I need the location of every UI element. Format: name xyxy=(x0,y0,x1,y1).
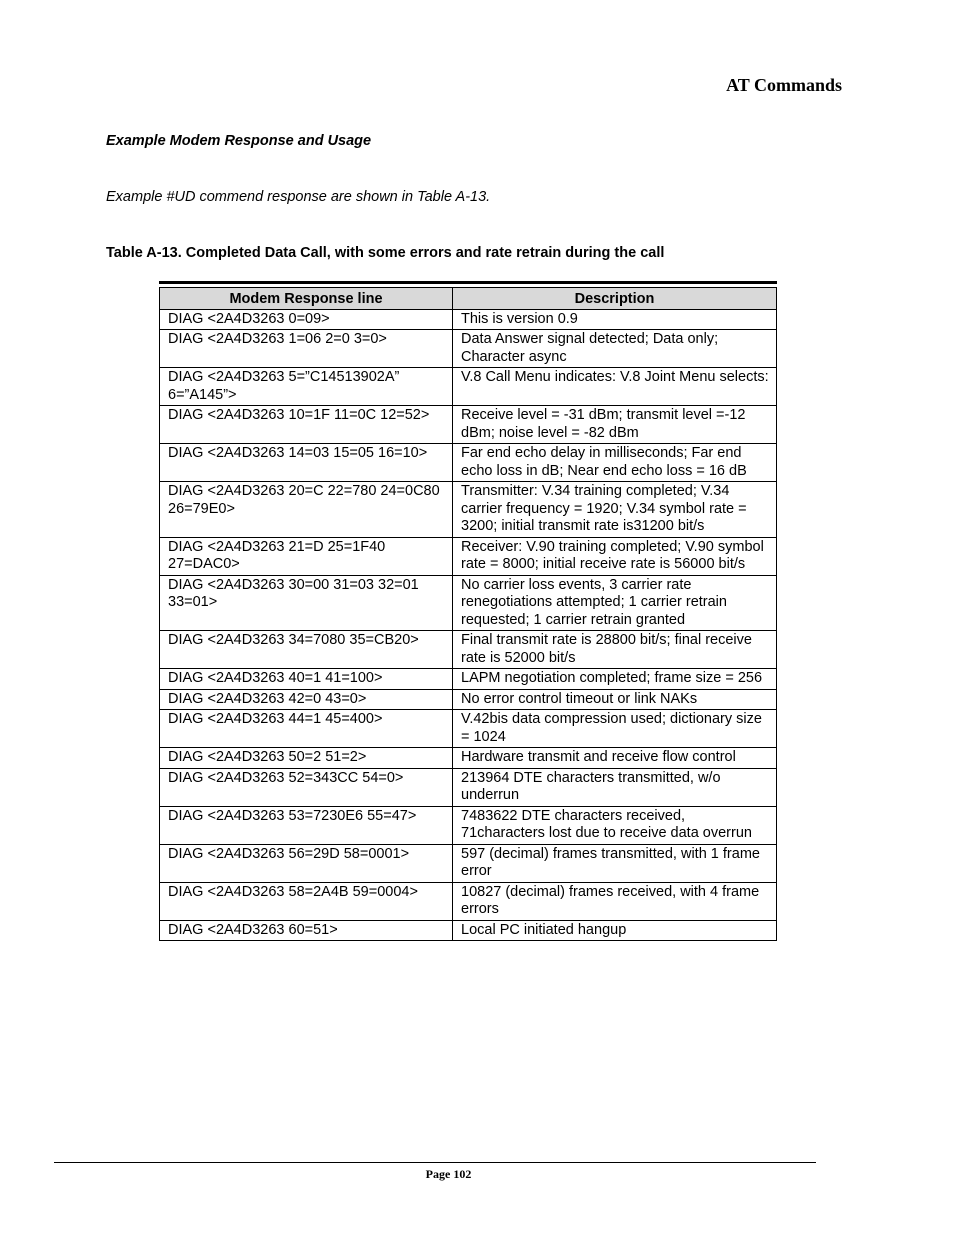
column-header-response-line: Modem Response line xyxy=(160,288,453,310)
response-line-cell: DIAG <2A4D3263 58=2A4B 59=0004> xyxy=(160,882,453,920)
table-row xyxy=(160,575,777,631)
footer-rule xyxy=(54,1162,816,1163)
response-line-cell: DIAG <2A4D3263 1=06 2=0 3=0> xyxy=(160,330,453,368)
response-line-cell: DIAG <2A4D3263 60=51> xyxy=(160,920,453,941)
table-row xyxy=(160,309,777,330)
response-line-cell: DIAG <2A4D3263 40=1 41=100> xyxy=(160,669,453,690)
description-cell: Far end echo delay in milliseconds; Far end echo loss in dB; Near end echo loss = 16 dB xyxy=(453,444,777,482)
description-cell: V.42bis data compression used; dictionary size = 1024 xyxy=(453,710,777,748)
response-line-cell: DIAG <2A4D3263 42=0 43=0> xyxy=(160,689,453,710)
response-line-cell: DIAG <2A4D3263 5=”C14513902A” 6=”A145”> xyxy=(160,368,453,406)
table-row xyxy=(160,768,777,806)
description-cell: This is version 0.9 xyxy=(453,309,777,330)
table-row xyxy=(160,406,777,444)
response-line-cell: DIAG <2A4D3263 44=1 45=400> xyxy=(160,710,453,748)
response-line-cell: DIAG <2A4D3263 0=09> xyxy=(160,309,453,330)
table-row xyxy=(160,882,777,920)
table-row xyxy=(160,368,777,406)
table-row xyxy=(160,748,777,769)
table-row xyxy=(160,330,777,368)
description-cell: Receiver: V.90 training completed; V.90 symbol rate = 8000; initial receive rate is 56000 bit/s xyxy=(453,537,777,575)
response-line-cell: DIAG <2A4D3263 53=7230E6 55=47> xyxy=(160,806,453,844)
response-line-cell: DIAG <2A4D3263 14=03 15=05 16=10> xyxy=(160,444,453,482)
description-cell: 597 (decimal) frames transmitted, with 1 frame error xyxy=(453,844,777,882)
running-header-title: AT Commands xyxy=(726,75,842,95)
response-line-cell: DIAG <2A4D3263 21=D 25=1F40 27=DAC0> xyxy=(160,537,453,575)
description-cell: No carrier loss events, 3 carrier rate renegotiations attempted; 1 carrier retrain requested; 1 carrier retrain granted xyxy=(453,575,777,631)
page-number: Page 102 xyxy=(425,1167,472,1181)
description-cell: 213964 DTE characters transmitted, w/o underrun xyxy=(453,768,777,806)
table-top-rule xyxy=(159,281,777,284)
table-row xyxy=(160,537,777,575)
modem-response-table xyxy=(159,287,777,941)
description-cell: Hardware transmit and receive flow control xyxy=(453,748,777,769)
table-header-row xyxy=(160,288,777,310)
response-line-cell: DIAG <2A4D3263 34=7080 35=CB20> xyxy=(160,631,453,669)
description-cell: Transmitter: V.34 training completed; V.34 carrier frequency = 1920; V.34 symbol rate = 3200; initial transmit rate is31200 bit/s xyxy=(453,482,777,538)
response-line-cell: DIAG <2A4D3263 20=C 22=780 24=0C80 26=79E0> xyxy=(160,482,453,538)
table-row xyxy=(160,710,777,748)
description-cell: Receive level = -31 dBm; transmit level =-12 dBm; noise level = -82 dBm xyxy=(453,406,777,444)
response-line-cell: DIAG <2A4D3263 10=1F 11=0C 12=52> xyxy=(160,406,453,444)
table-row xyxy=(160,806,777,844)
table-row xyxy=(160,920,777,941)
section-heading: Example Modem Response and Usage xyxy=(106,133,372,149)
table-caption: Table A-13. Completed Data Call, with some errors and rate retrain during the call xyxy=(106,245,665,261)
table-row xyxy=(160,844,777,882)
description-cell: V.8 Call Menu indicates: V.8 Joint Menu selects: xyxy=(453,368,777,406)
table-row xyxy=(160,669,777,690)
description-cell: No error control timeout or link NAKs xyxy=(453,689,777,710)
description-cell: Data Answer signal detected; Data only; Character async xyxy=(453,330,777,368)
response-line-cell: DIAG <2A4D3263 50=2 51=2> xyxy=(160,748,453,769)
response-line-cell: DIAG <2A4D3263 30=00 31=03 32=01 33=01> xyxy=(160,575,453,631)
response-line-cell: DIAG <2A4D3263 56=29D 58=0001> xyxy=(160,844,453,882)
description-cell: LAPM negotiation completed; frame size = 256 xyxy=(453,669,777,690)
description-cell: 10827 (decimal) frames received, with 4 frame errors xyxy=(453,882,777,920)
description-cell: Local PC initiated hangup xyxy=(453,920,777,941)
table-body xyxy=(160,309,777,941)
table-row xyxy=(160,631,777,669)
table-row xyxy=(160,689,777,710)
response-line-cell: DIAG <2A4D3263 52=343CC 54=0> xyxy=(160,768,453,806)
table-row xyxy=(160,444,777,482)
table-row xyxy=(160,482,777,538)
description-cell: Final transmit rate is 28800 bit/s; final receive rate is 52000 bit/s xyxy=(453,631,777,669)
description-cell: 7483622 DTE characters received, 71characters lost due to receive data overrun xyxy=(453,806,777,844)
column-header-description: Description xyxy=(453,288,777,310)
intro-paragraph: Example #UD commend response are shown in Table A-13. xyxy=(106,189,491,205)
